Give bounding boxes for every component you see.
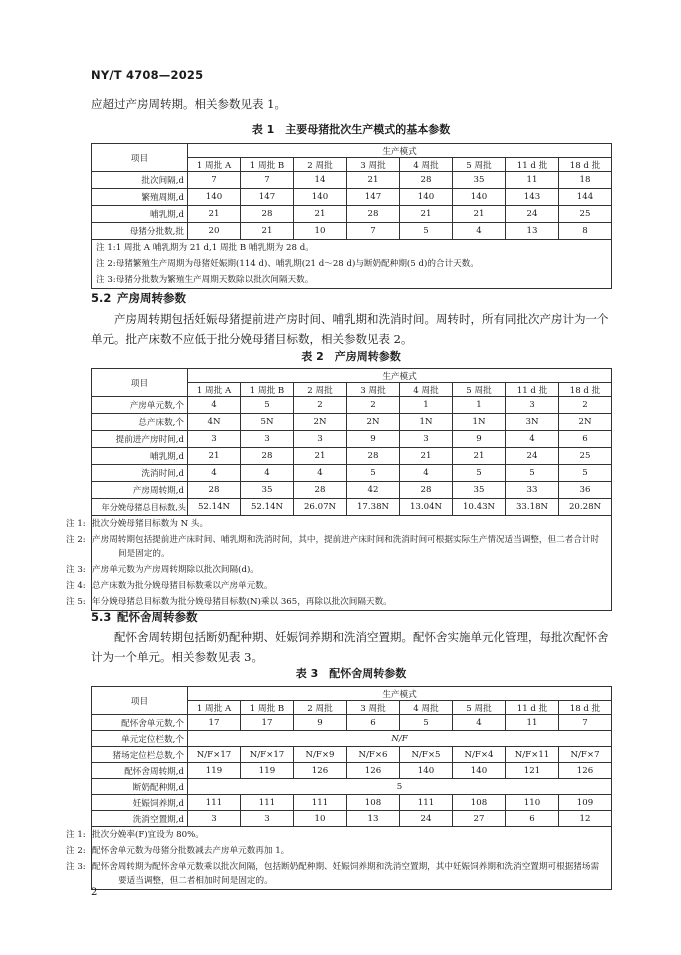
table-cell: 27: [453, 811, 506, 827]
section-5-3-heading: [91, 609, 198, 625]
table-note: [92, 859, 612, 890]
table3-caption: 表 3 配怀舍周转参数: [295, 667, 407, 680]
table-cell: 140: [400, 189, 453, 206]
table-row: [92, 747, 612, 763]
note-text: 注 4: 总产床数为批分娩母猪目标数乘以产房单元数。: [92, 578, 612, 594]
table-cell: N/F×17: [241, 747, 294, 763]
table-cell: N/F×17: [188, 747, 241, 763]
table2-group-header: 生产模式: [188, 369, 612, 383]
table-cell: 28: [294, 482, 347, 499]
table-cell: 5: [400, 223, 453, 240]
table-cell: 111: [294, 795, 347, 811]
table-cell: 9: [347, 431, 400, 448]
table-cell: 1: [453, 397, 506, 414]
table-cell: 4: [241, 465, 294, 482]
table-cell: 21: [400, 206, 453, 223]
table-cell: 12: [559, 811, 612, 827]
table-cell: N/F×6: [347, 747, 400, 763]
column-header: 1 周批 A: [188, 383, 241, 397]
row-label: 猪场定位栏总数,个: [92, 747, 188, 763]
note-text: 注 3: 配怀舍周转期为配怀舍单元数乘以批次间隔，包括断奶配种期、妊娠饲养期和洗消空置期，其中妊娠饲养期和洗消空置期可根据猪场需要适当调整，但二者相加时间是固定的。: [92, 859, 612, 890]
table-cell: 126: [347, 763, 400, 779]
column-header: 3 周批: [347, 701, 400, 715]
table-cell: 2: [347, 397, 400, 414]
table-cell: 28: [241, 448, 294, 465]
table-cell: 108: [347, 795, 400, 811]
table-cell: 28: [347, 448, 400, 465]
section-title: 产房周转参数: [117, 291, 186, 305]
column-header: 1 周批 B: [241, 701, 294, 715]
row-label: 洗消空置期,d: [92, 811, 188, 827]
table-cell: 144: [559, 189, 612, 206]
table-note: [92, 843, 612, 859]
table-cell: N/F×7: [559, 747, 612, 763]
section-5-2-heading: [91, 290, 186, 306]
table-cell: 4: [188, 465, 241, 482]
table-row: [92, 731, 612, 747]
section-5-3-text: 配怀舍周转期包括断奶配种期、妊娠饲养期和洗消空置期。配怀舍实施单元化管理，每批次配怀舍计为一个单元。相关参数见表 3。: [91, 630, 609, 664]
table-cell: 2N: [559, 414, 612, 431]
table2: [66, 368, 612, 611]
table-cell: 143: [506, 189, 559, 206]
table-row: [92, 465, 612, 482]
column-header: 5 周批: [453, 383, 506, 397]
table-note: [92, 256, 612, 272]
table-note: [92, 532, 612, 562]
page-number: 2: [91, 887, 98, 898]
table-row: [92, 448, 612, 465]
row-label: 母猪分批数,批: [92, 223, 188, 240]
table-cell: 21: [347, 172, 400, 189]
standard-code: NY/T 4708—2025: [91, 68, 204, 82]
table-cell: 21: [453, 448, 506, 465]
table-cell: 7: [559, 715, 612, 731]
table-cell: 35: [241, 482, 294, 499]
table-cell: 21: [188, 448, 241, 465]
table1-caption: 表 1 主要母猪批次生产模式的基本参数: [251, 123, 451, 136]
table-row: [92, 811, 612, 827]
note-body: 总产床数为批分娩母猪目标数乘以产房单元数。: [92, 581, 273, 591]
table-cell: 33: [506, 482, 559, 499]
table2-caption: 表 2 产房周转参数: [301, 350, 401, 363]
table-cell: 4: [400, 465, 453, 482]
table-note: [92, 562, 612, 578]
note-text: 注 2:母猪繁殖生产周期为母猪妊娠期(114 d)、哺乳期(21 d～28 d)与断奶配种期(5 d)的合计天数。: [92, 256, 612, 272]
table-cell: 119: [188, 763, 241, 779]
table-cell: 28: [241, 206, 294, 223]
table-row: [92, 223, 612, 240]
table-cell: 35: [453, 172, 506, 189]
table-cell: 4N: [188, 414, 241, 431]
column-header: 11 d 批: [506, 701, 559, 715]
column-header: 18 d 批: [559, 158, 612, 172]
table-row: [92, 172, 612, 189]
section-title: 配怀舍周转参数: [117, 610, 198, 624]
table-cell: 7: [241, 172, 294, 189]
table-cell: 108: [453, 795, 506, 811]
section-number: 5.3: [91, 610, 112, 624]
table-cell: 7: [347, 223, 400, 240]
table-cell: 1N: [453, 414, 506, 431]
table-cell: 3: [294, 431, 347, 448]
table-cell: 111: [400, 795, 453, 811]
table-cell: 28: [188, 482, 241, 499]
table-cell: 2N: [294, 414, 347, 431]
table-cell: 109: [559, 795, 612, 811]
column-header: 1 周批 A: [188, 701, 241, 715]
table-cell: 5: [347, 465, 400, 482]
table-cell: 24: [400, 811, 453, 827]
row-label: 产房周转期,d: [92, 482, 188, 499]
table-cell: 52.14N: [241, 499, 294, 516]
table-cell: 4: [453, 715, 506, 731]
table-note: [92, 272, 612, 289]
table-cell: 21: [188, 206, 241, 223]
table-cell: 3: [188, 431, 241, 448]
row-label: 单元定位栏数,个: [92, 731, 188, 747]
table-cell: 18: [559, 172, 612, 189]
table-cell: 3: [188, 811, 241, 827]
column-header: 2 周批: [294, 701, 347, 715]
table-row: [92, 779, 612, 795]
table-row: [92, 482, 612, 499]
table-cell: 5: [453, 465, 506, 482]
column-header: 11 d 批: [506, 158, 559, 172]
section-number: 5.2: [91, 291, 112, 305]
table-cell: 21: [294, 206, 347, 223]
table1-corner: 项目: [92, 144, 188, 172]
table-cell: 17: [241, 715, 294, 731]
table-cell: 111: [241, 795, 294, 811]
section-5-2-text: 产房周转期包括妊娠母猪提前进产房时间、哺乳期和洗消时间。周转时，所有同批次产房计为一个单元。批产床数不应低于批分娩母猪目标数，相关参数见表 2。: [91, 312, 609, 346]
table3-group-header: 生产模式: [188, 687, 612, 701]
table-note: [92, 578, 612, 594]
note-body: 年分娩母猪总目标数为批分娩母猪目标数(N)乘以 365，再除以批次间隔天数。: [92, 597, 392, 607]
table-cell: 140: [453, 763, 506, 779]
table-cell: 6: [347, 715, 400, 731]
table-row: [92, 763, 612, 779]
row-label: 配怀舍单元数,个: [92, 715, 188, 731]
table-cell: 147: [241, 189, 294, 206]
table-cell: 2: [559, 397, 612, 414]
table-cell: N/F×11: [506, 747, 559, 763]
table-cell: 24: [506, 448, 559, 465]
table-cell: 20: [188, 223, 241, 240]
note-text: 注 1: 批次分娩母猪目标数为 N 头。: [92, 516, 612, 533]
column-header: 4 周批: [400, 701, 453, 715]
table-cell: N/F×9: [294, 747, 347, 763]
table-cell: 10: [294, 223, 347, 240]
table-cell: 3: [400, 431, 453, 448]
table-row: [92, 414, 612, 431]
row-label: 洗消时间,d: [92, 465, 188, 482]
table-cell: 24: [506, 206, 559, 223]
note-body: 配怀舍周转期为配怀舍单元数乘以批次间隔，包括断奶配种期、妊娠饲养期和洗消空置期，其中妊娠饲养期和洗消空置期可根据猪场需要适当调整，但二者相加时间是固定的。: [92, 862, 600, 886]
table-row: [92, 397, 612, 414]
table-cell: 126: [559, 763, 612, 779]
column-header: 2 周批: [294, 383, 347, 397]
column-header: 2 周批: [294, 158, 347, 172]
table2-corner: 项目: [92, 369, 188, 397]
row-label: 批次间隔,d: [92, 172, 188, 189]
table-cell: 21: [294, 448, 347, 465]
column-header: 18 d 批: [559, 701, 612, 715]
note-body: 产房单元数为产房周转期除以批次间隔(d)。: [92, 565, 259, 575]
column-header: 4 周批: [400, 383, 453, 397]
table-row: [92, 795, 612, 811]
table-cell: 3: [241, 431, 294, 448]
note-body: 批次分娩率(F)宜设为 80%。: [92, 830, 204, 840]
table-cell: 1: [400, 397, 453, 414]
table-cell: 25: [559, 448, 612, 465]
note-text: 注 2: 产房周转期包括提前进产床时间、哺乳期和洗消时间，其中，提前进产床时间和洗消时间可根据实际生产情况适当调整，但二者合计时间是固定的。: [92, 532, 612, 562]
table-cell: 20.28N: [559, 499, 612, 516]
table-cell: 5N: [241, 414, 294, 431]
table3: [66, 686, 612, 890]
table-cell: 21: [453, 206, 506, 223]
column-header: 3 周批: [347, 158, 400, 172]
table-cell: 28: [400, 172, 453, 189]
table-cell: 33.18N: [506, 499, 559, 516]
table-cell: 21: [400, 448, 453, 465]
table-cell: 110: [506, 795, 559, 811]
table-row: [92, 715, 612, 731]
table-cell: 3N: [506, 414, 559, 431]
table-cell: 3: [506, 397, 559, 414]
note-text: 注 5: 年分娩母猪总目标数为批分娩母猪目标数(N)乘以 365，再除以批次间隔天数。: [92, 594, 612, 611]
table-cell: 26.07N: [294, 499, 347, 516]
table-cell-merged: 5: [188, 779, 612, 795]
column-header: 18 d 批: [559, 383, 612, 397]
table-cell: 28: [347, 206, 400, 223]
table-cell: 147: [347, 189, 400, 206]
column-header: 4 周批: [400, 158, 453, 172]
table-cell: 5: [400, 715, 453, 731]
table-cell: 13: [506, 223, 559, 240]
table-cell: 4: [294, 465, 347, 482]
table-cell: 11: [506, 172, 559, 189]
table-cell: 4: [453, 223, 506, 240]
table-cell: 17: [188, 715, 241, 731]
column-header: 3 周批: [347, 383, 400, 397]
table-cell: 121: [506, 763, 559, 779]
table-cell: 25: [559, 206, 612, 223]
table-cell: 52.14N: [188, 499, 241, 516]
table-cell: 140: [400, 763, 453, 779]
table-cell: 5: [506, 465, 559, 482]
table-note: [92, 827, 612, 844]
table-cell: 140: [453, 189, 506, 206]
table-cell: 1N: [400, 414, 453, 431]
table-cell: 7: [188, 172, 241, 189]
table-row: [92, 431, 612, 448]
table-row: [92, 499, 612, 516]
table-cell: 4: [188, 397, 241, 414]
note-body: 产房周转期包括提前进产床时间、哺乳期和洗消时间，其中，提前进产床时间和洗消时间可根据实际生产情况适当调整，但二者合计时间是固定的。: [92, 535, 600, 559]
table-cell: 2N: [347, 414, 400, 431]
table-row: [92, 189, 612, 206]
table-cell: 8: [559, 223, 612, 240]
row-label: 断奶配种期,d: [92, 779, 188, 795]
table-cell: 126: [294, 763, 347, 779]
table-cell: 36: [559, 482, 612, 499]
table-cell: 5: [241, 397, 294, 414]
column-header: 1 周批 A: [188, 158, 241, 172]
table-cell: 10.43N: [453, 499, 506, 516]
column-header: 11 d 批: [506, 383, 559, 397]
table-cell: 11: [506, 715, 559, 731]
table-cell: 35: [453, 482, 506, 499]
table-note: [92, 516, 612, 533]
table-cell: 111: [188, 795, 241, 811]
table-row: [92, 206, 612, 223]
table-cell: 13.04N: [400, 499, 453, 516]
note-text: 注 1:1 周批 A 哺乳期为 21 d,1 周批 B 哺乳期为 28 d。: [92, 240, 612, 257]
table-cell: N/F×5: [400, 747, 453, 763]
table-cell: 119: [241, 763, 294, 779]
note-body: 配怀舍单元数为母猪分批数减去产房单元数再加 1。: [92, 846, 290, 856]
table-cell: 5: [559, 465, 612, 482]
table-cell: 6: [559, 431, 612, 448]
note-text: 注 1: 批次分娩率(F)宜设为 80%。: [92, 827, 612, 844]
table-cell: 2: [294, 397, 347, 414]
row-label: 哺乳期,d: [92, 206, 188, 223]
note-text: 注 2: 配怀舍单元数为母猪分批数减去产房单元数再加 1。: [92, 843, 612, 859]
table3-corner: 项目: [92, 687, 188, 715]
table-cell: 9: [453, 431, 506, 448]
table-cell: 28: [400, 482, 453, 499]
row-label: 妊娠饲养期,d: [92, 795, 188, 811]
note-text: 注 3:母猪分批数为繁殖生产周期天数除以批次间隔天数。: [92, 272, 612, 289]
table-cell-merged: N/F: [188, 731, 612, 747]
table-cell: 14: [294, 172, 347, 189]
column-header: 1 周批 B: [241, 158, 294, 172]
table-cell: 6: [506, 811, 559, 827]
note-body: 批次分娩母猪目标数为 N 头。: [92, 519, 209, 529]
table-cell: 4: [506, 431, 559, 448]
table-cell: 140: [294, 189, 347, 206]
table-cell: 17.38N: [347, 499, 400, 516]
row-label: 年分娩母猪总目标数,头: [92, 499, 188, 516]
table-cell: 9: [294, 715, 347, 731]
note-text: 注 3: 产房单元数为产房周转期除以批次间隔(d)。: [92, 562, 612, 578]
table-cell: 140: [188, 189, 241, 206]
row-label: 提前进产房时间,d: [92, 431, 188, 448]
table-cell: N/F×4: [453, 747, 506, 763]
table-cell: 21: [241, 223, 294, 240]
table-note: [92, 240, 612, 257]
table-cell: 10: [294, 811, 347, 827]
column-header: 5 周批: [453, 701, 506, 715]
intro-text: 应超过产房周转期。相关参数见表 1。: [91, 97, 286, 111]
table-cell: 3: [241, 811, 294, 827]
row-label: 繁殖周期,d: [92, 189, 188, 206]
row-label: 总产床数,个: [92, 414, 188, 431]
column-header: 5 周批: [453, 158, 506, 172]
table1: [91, 143, 612, 289]
row-label: 产房单元数,个: [92, 397, 188, 414]
row-label: 配怀舍周转期,d: [92, 763, 188, 779]
table1-group-header: 生产模式: [188, 144, 612, 158]
column-header: 1 周批 B: [241, 383, 294, 397]
row-label: 哺乳期,d: [92, 448, 188, 465]
table-cell: 13: [347, 811, 400, 827]
table-cell: 42: [347, 482, 400, 499]
